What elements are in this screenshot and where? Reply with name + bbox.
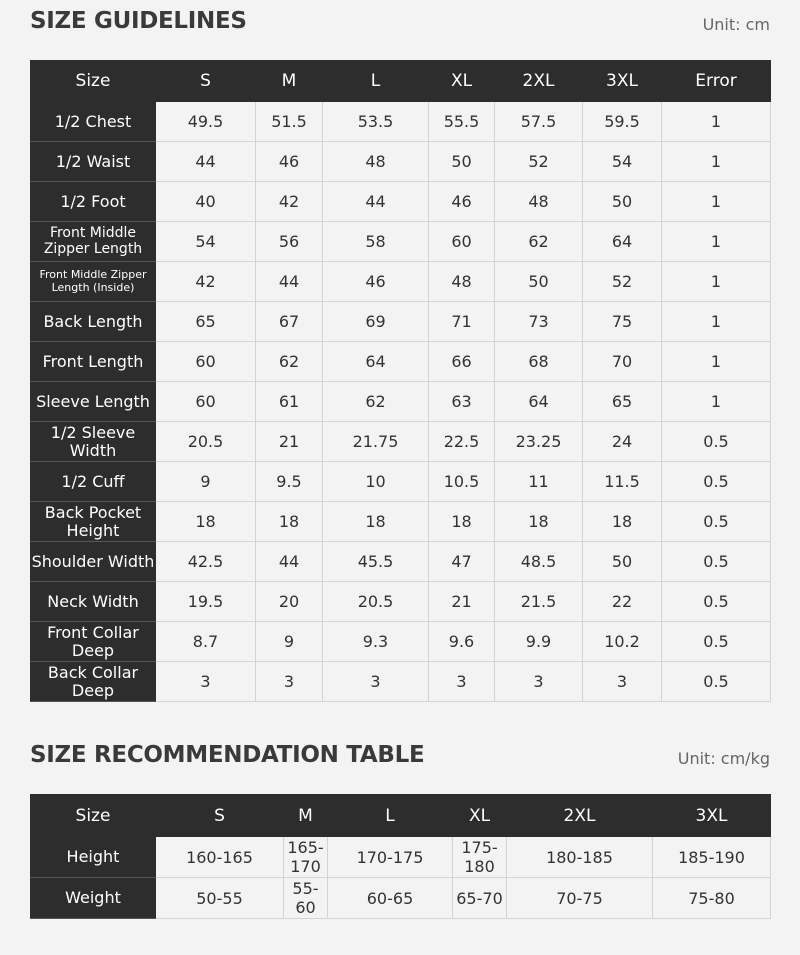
size-guidelines-cell: 55.5 [429,102,495,142]
size-guidelines-cell: 20.5 [156,422,256,462]
size-guidelines-cell: 11.5 [583,462,662,502]
size-guidelines-cell: 1 [662,302,771,342]
table-row [31,878,771,919]
size-guidelines-cell: 49.5 [156,102,256,142]
size-recommendation-row-label: Weight [31,878,156,919]
size-guidelines-cell: 46 [429,182,495,222]
size-guidelines-header-row [31,61,771,102]
size-guidelines-cell: 62 [323,382,429,422]
size-recommendation-column-header: XL [453,795,507,837]
size-guidelines-cell: 0.5 [662,502,771,542]
size-guidelines-cell: 48 [429,262,495,302]
size-guidelines-row-label: 1/2 Chest [31,102,156,142]
table-row [31,462,771,502]
size-guidelines-cell: 10.5 [429,462,495,502]
size-guidelines-cell: 1 [662,222,771,262]
table-row [31,142,771,182]
size-recommendation-cell: 185-190 [653,837,771,878]
table-row [31,262,771,302]
size-guidelines-cell: 44 [256,262,323,302]
size-guidelines-cell: 69 [323,302,429,342]
size-guidelines-cell: 1 [662,342,771,382]
size-guidelines-column-header: Error [662,61,771,102]
size-guidelines-row-label: Front Middle Zipper Length (Inside) [31,262,156,302]
size-guidelines-cell: 50 [495,262,583,302]
size-guidelines-cell: 0.5 [662,462,771,502]
size-recommendation-cell: 175-180 [453,837,507,878]
table-row [31,222,771,262]
size-guidelines-cell: 3 [156,662,256,702]
size-guidelines-row-label: Back Collar Deep [31,662,156,702]
size-guidelines-cell: 51.5 [256,102,323,142]
size-guidelines-cell: 65 [156,302,256,342]
size-guidelines-cell: 70 [583,342,662,382]
size-recommendation-table [30,794,771,919]
size-guidelines-cell: 52 [495,142,583,182]
size-guidelines-cell: 3 [323,662,429,702]
size-guidelines-cell: 50 [583,182,662,222]
size-guidelines-cell: 44 [156,142,256,182]
size-guidelines-cell: 20.5 [323,582,429,622]
size-guidelines-cell: 9.3 [323,622,429,662]
size-guidelines-cell: 44 [323,182,429,222]
size-guidelines-column-header: M [256,61,323,102]
size-guidelines-cell: 48 [495,182,583,222]
size-guidelines-cell: 9.5 [256,462,323,502]
size-guidelines-cell: 21.75 [323,422,429,462]
size-guidelines-cell: 0.5 [662,582,771,622]
size-guidelines-cell: 9.9 [495,622,583,662]
size-recommendation-column-header: L [328,795,453,837]
size-guidelines-cell: 18 [323,502,429,542]
size-guidelines-cell: 54 [156,222,256,262]
size-recommendation-cell: 50-55 [156,878,284,919]
size-guidelines-cell: 9 [256,622,323,662]
size-guidelines-cell: 22.5 [429,422,495,462]
size-guidelines-cell: 67 [256,302,323,342]
size-guidelines-cell: 64 [495,382,583,422]
size-guidelines-cell: 46 [256,142,323,182]
size-guidelines-cell: 3 [583,662,662,702]
size-guidelines-cell: 59.5 [583,102,662,142]
size-guidelines-cell: 20 [256,582,323,622]
size-guidelines-cell: 18 [495,502,583,542]
size-recommendation-column-header: 2XL [507,795,653,837]
size-guidelines-cell: 52 [583,262,662,302]
size-guidelines-row-label: Front Length [31,342,156,382]
size-guidelines-row-label: Front Collar Deep [31,622,156,662]
size-recommendation-unit: Unit: cm/kg [677,749,770,768]
size-guidelines-cell: 1 [662,142,771,182]
size-guidelines-cell: 42.5 [156,542,256,582]
size-guidelines-cell: 47 [429,542,495,582]
size-guidelines-cell: 3 [495,662,583,702]
size-recommendation-column-header: M [284,795,328,837]
size-guidelines-cell: 65 [583,382,662,422]
size-guidelines-title: SIZE GUIDELINES [30,8,247,34]
size-guidelines-cell: 66 [429,342,495,382]
size-guidelines-cell: 61 [256,382,323,422]
size-guidelines-cell: 11 [495,462,583,502]
size-guidelines-cell: 75 [583,302,662,342]
size-guidelines-cell: 45.5 [323,542,429,582]
size-recommendation-column-header: Size [31,795,156,837]
table-row [31,382,771,422]
size-guidelines-row-label: Front Middle Zipper Length [31,222,156,262]
size-recommendation-cell: 165-170 [284,837,328,878]
size-recommendation-column-header: 3XL [653,795,771,837]
size-guidelines-cell: 62 [495,222,583,262]
size-guidelines-cell: 8.7 [156,622,256,662]
size-guidelines-cell: 0.5 [662,662,771,702]
size-guidelines-cell: 50 [583,542,662,582]
size-guidelines-cell: 18 [429,502,495,542]
size-guidelines-cell: 21 [256,422,323,462]
size-guidelines-cell: 1 [662,102,771,142]
size-guidelines-row-label: Sleeve Length [31,382,156,422]
table-row [31,102,771,142]
size-guidelines-cell: 42 [256,182,323,222]
size-guidelines-column-header: Size [31,61,156,102]
size-guidelines-cell: 71 [429,302,495,342]
size-guidelines-cell: 60 [429,222,495,262]
size-guidelines-cell: 3 [429,662,495,702]
size-guidelines-row-label: 1/2 Foot [31,182,156,222]
size-guidelines-cell: 54 [583,142,662,182]
table-row [31,302,771,342]
size-recommendation-row-label: Height [31,837,156,878]
size-guidelines-cell: 1 [662,262,771,302]
size-guidelines-cell: 21.5 [495,582,583,622]
size-guidelines-cell: 50 [429,142,495,182]
size-recommendation-cell: 160-165 [156,837,284,878]
size-guidelines-cell: 40 [156,182,256,222]
size-guidelines-row-label: 1/2 Cuff [31,462,156,502]
table-row [31,542,771,582]
size-guidelines-row-label: Back Length [31,302,156,342]
size-guidelines-cell: 0.5 [662,422,771,462]
size-guidelines-cell: 57.5 [495,102,583,142]
size-guidelines-cell: 62 [256,342,323,382]
size-guidelines-row-label: Neck Width [31,582,156,622]
size-guidelines-cell: 9.6 [429,622,495,662]
size-guidelines-table [30,60,771,702]
size-guidelines-cell: 0.5 [662,622,771,662]
size-recommendation-header-row [31,795,771,837]
size-guidelines-cell: 60 [156,382,256,422]
size-recommendation-cell: 55-60 [284,878,328,919]
size-guidelines-column-header: 2XL [495,61,583,102]
table-row [31,622,771,662]
size-guidelines-cell: 60 [156,342,256,382]
size-recommendation-title: SIZE RECOMMENDATION TABLE [30,742,425,768]
size-guidelines-cell: 23.25 [495,422,583,462]
size-guidelines-cell: 1 [662,382,771,422]
size-guidelines-cell: 64 [323,342,429,382]
size-guidelines-cell: 68 [495,342,583,382]
size-guidelines-cell: 73 [495,302,583,342]
size-guidelines-cell: 0.5 [662,542,771,582]
size-guidelines-column-header: XL [429,61,495,102]
size-recommendation-cell: 60-65 [328,878,453,919]
table-row [31,182,771,222]
size-recommendation-cell: 65-70 [453,878,507,919]
size-guidelines-row-label: Shoulder Width [31,542,156,582]
size-guidelines-cell: 9 [156,462,256,502]
size-guidelines-cell: 18 [256,502,323,542]
size-guidelines-column-header: 3XL [583,61,662,102]
size-guidelines-cell: 18 [156,502,256,542]
size-recommendation-cell: 75-80 [653,878,771,919]
table-row [31,582,771,622]
table-row [31,837,771,878]
size-guidelines-cell: 44 [256,542,323,582]
size-recommendation-cell: 170-175 [328,837,453,878]
table-row [31,422,771,462]
size-guidelines-cell: 42 [156,262,256,302]
size-guidelines-cell: 48 [323,142,429,182]
size-guidelines-cell: 21 [429,582,495,622]
size-guidelines-column-header: S [156,61,256,102]
size-guidelines-cell: 3 [256,662,323,702]
size-guidelines-cell: 22 [583,582,662,622]
size-recommendation-column-header: S [156,795,284,837]
table-row [31,662,771,702]
size-guidelines-cell: 24 [583,422,662,462]
size-guidelines-cell: 1 [662,182,771,222]
size-guidelines-unit: Unit: cm [702,15,770,34]
table-row [31,502,771,542]
size-guidelines-cell: 63 [429,382,495,422]
size-guidelines-cell: 64 [583,222,662,262]
size-guidelines-row-label: Back Pocket Height [31,502,156,542]
table-row [31,342,771,382]
size-guidelines-cell: 48.5 [495,542,583,582]
size-guidelines-row-label: 1/2 Waist [31,142,156,182]
size-guidelines-cell: 58 [323,222,429,262]
size-recommendation-body [31,837,771,919]
size-guidelines-body [31,102,771,702]
size-guidelines-column-header: L [323,61,429,102]
size-guidelines-cell: 56 [256,222,323,262]
size-guidelines-cell: 46 [323,262,429,302]
size-guidelines-cell: 10.2 [583,622,662,662]
size-recommendation-cell: 70-75 [507,878,653,919]
size-guidelines-cell: 53.5 [323,102,429,142]
size-guidelines-cell: 19.5 [156,582,256,622]
size-guidelines-cell: 10 [323,462,429,502]
size-guidelines-row-label: 1/2 Sleeve Width [31,422,156,462]
size-guidelines-cell: 18 [583,502,662,542]
size-recommendation-cell: 180-185 [507,837,653,878]
